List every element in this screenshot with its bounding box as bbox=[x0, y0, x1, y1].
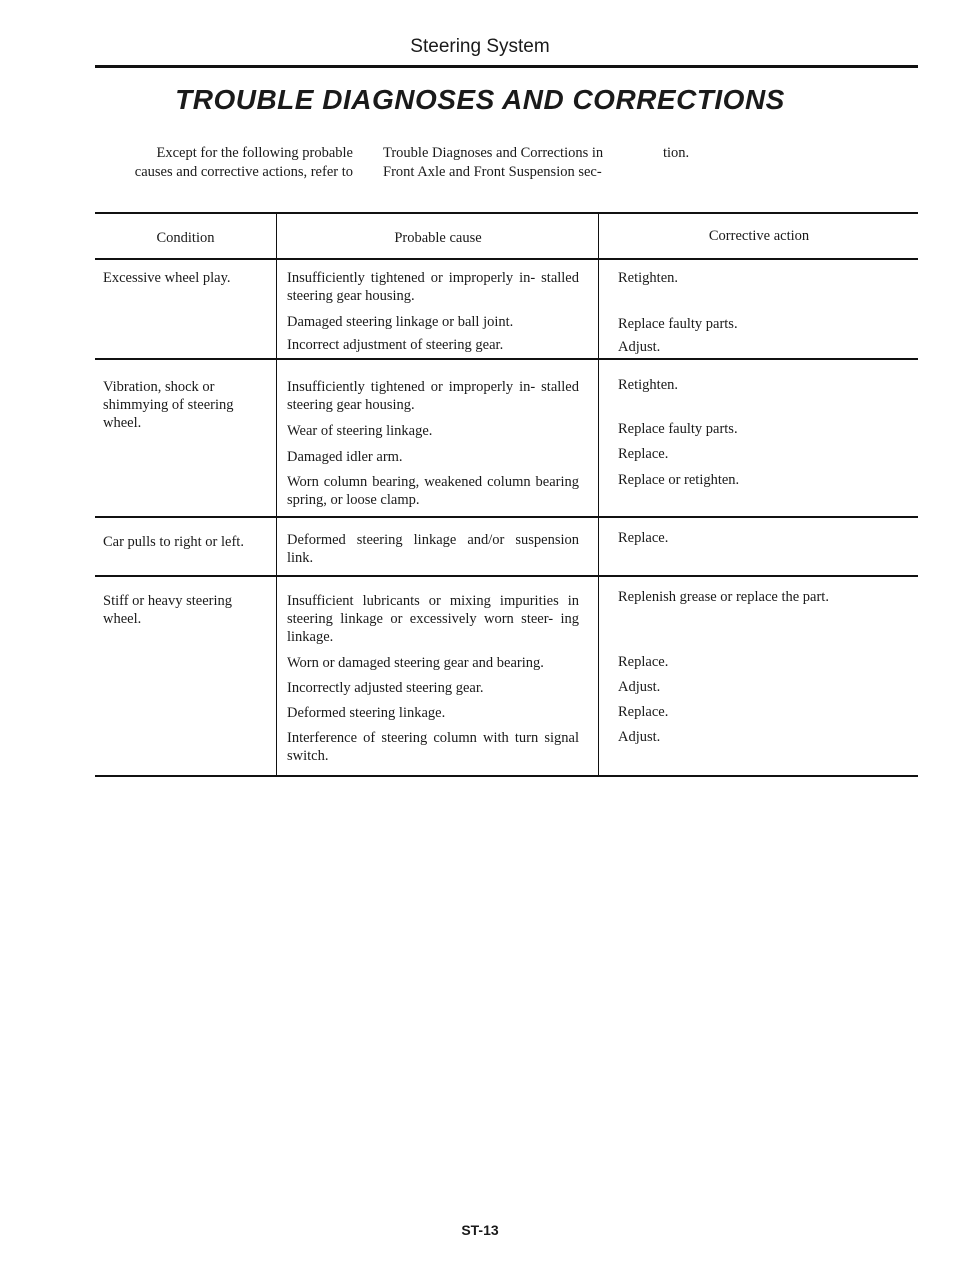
cause-cell: Insufficiently tightened or improperly in- stalled steering gear housing. bbox=[287, 379, 579, 413]
cause-cell: Damaged steering linkage or ball joint. bbox=[287, 314, 514, 330]
action-cell: Adjust. bbox=[618, 679, 661, 695]
condition-cell: Vibration, shock or shimmying of steering wheel. bbox=[103, 379, 234, 431]
action-cell: Replace. bbox=[618, 654, 669, 670]
condition-cell: Excessive wheel play. bbox=[103, 270, 231, 286]
action-cell: Adjust. bbox=[618, 339, 661, 355]
action-cell: Replace. bbox=[618, 530, 669, 546]
row-divider bbox=[95, 516, 918, 518]
condition-cell: Stiff or heavy steering wheel. bbox=[103, 593, 232, 627]
action-cell: Replace. bbox=[618, 446, 669, 462]
section-header: Steering System bbox=[410, 36, 550, 57]
action-cell: Replace. bbox=[618, 704, 669, 720]
intro-column-3 bbox=[663, 144, 723, 163]
action-cell: Replenish grease or replace the part. bbox=[618, 589, 829, 605]
column-divider bbox=[276, 212, 277, 777]
cause-cell: Deformed steering linkage and/or suspension link. bbox=[287, 532, 579, 566]
header-corrective-action: Corrective action bbox=[708, 228, 810, 244]
cause-cell: Wear of steering linkage. bbox=[287, 423, 433, 439]
cause-cell: Incorrect adjustment of steering gear. bbox=[287, 337, 504, 353]
table-top-rule bbox=[95, 212, 918, 214]
action-cell: Retighten. bbox=[618, 377, 679, 393]
intro-column-2 bbox=[383, 144, 653, 182]
column-divider bbox=[598, 212, 599, 777]
page-title: TROUBLE DIAGNOSES AND CORRECTIONS bbox=[175, 84, 785, 115]
action-cell: Adjust. bbox=[618, 729, 661, 745]
intro-line: tion. bbox=[663, 145, 690, 161]
intro-column-1 bbox=[88, 144, 353, 182]
cause-cell: Worn column bearing, weakened column bearing spring, or loose clamp. bbox=[287, 474, 579, 508]
header-rule bbox=[95, 65, 918, 68]
intro-line: Except for the following probable bbox=[156, 145, 353, 161]
cause-cell: Damaged idler arm. bbox=[287, 449, 403, 465]
action-cell: Replace faulty parts. bbox=[618, 421, 738, 437]
action-cell: Retighten. bbox=[618, 270, 679, 286]
cause-cell: Incorrectly adjusted steering gear. bbox=[287, 680, 484, 696]
cause-cell: Insufficiently tightened or improperly in- stalled steering gear housing. bbox=[287, 270, 579, 304]
table-bottom-rule bbox=[95, 775, 918, 777]
cause-cell: Interference of steering column with turn signal switch. bbox=[287, 730, 579, 764]
intro-line: Trouble Diagnoses and Corrections in bbox=[383, 145, 604, 161]
row-divider bbox=[95, 358, 918, 360]
header-probable-cause: Probable cause bbox=[394, 230, 482, 246]
cause-cell: Insufficient lubricants or mixing impurities in steering linkage or excessively worn steer- ing linkage. bbox=[287, 593, 579, 645]
action-cell: Replace faulty parts. bbox=[618, 316, 738, 332]
header-condition: Condition bbox=[156, 230, 215, 246]
condition-cell: Car pulls to right or left. bbox=[103, 534, 244, 550]
row-divider bbox=[95, 575, 918, 577]
action-cell: Replace or retighten. bbox=[618, 472, 740, 488]
cause-cell: Deformed steering linkage. bbox=[287, 705, 446, 721]
page-number: ST-13 bbox=[461, 1222, 499, 1238]
intro-line: Front Axle and Front Suspension sec- bbox=[383, 164, 602, 180]
intro-line: causes and corrective actions, refer to bbox=[134, 164, 353, 180]
cause-cell: Worn or damaged steering gear and bearing. bbox=[287, 655, 544, 671]
table-header-rule bbox=[95, 258, 918, 260]
